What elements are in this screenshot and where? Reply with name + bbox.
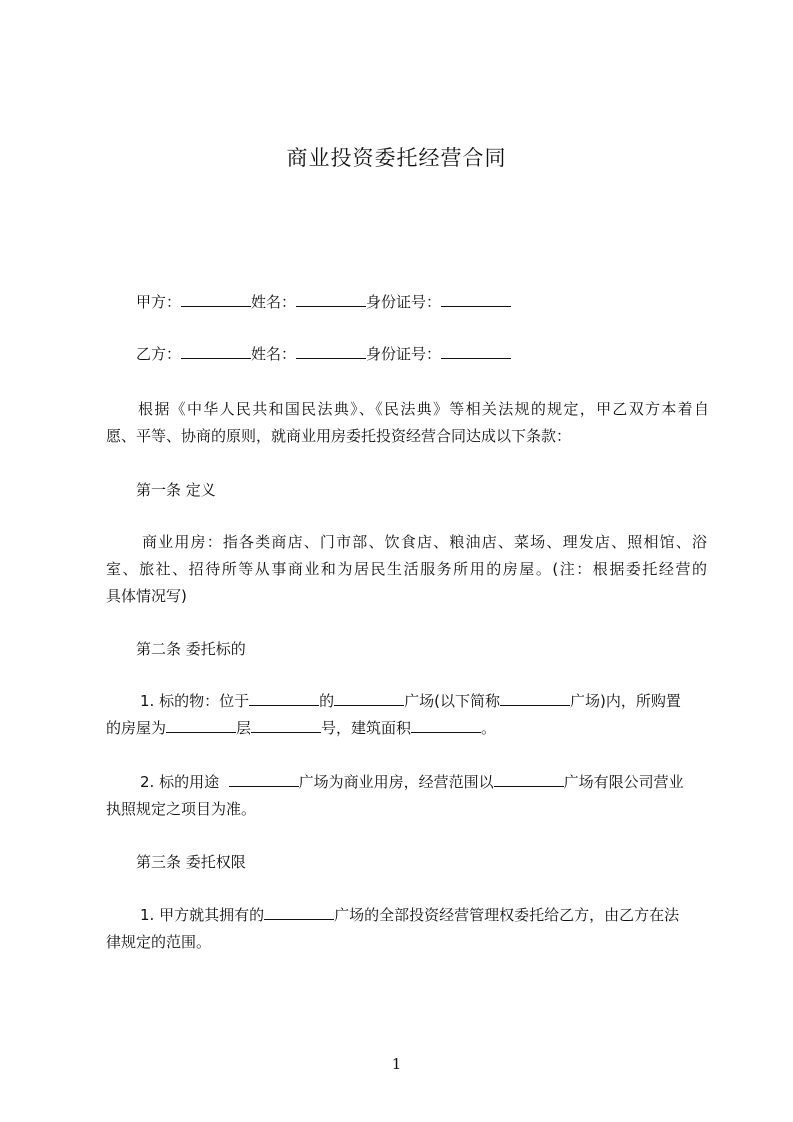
party-a-id-blank <box>441 291 511 307</box>
item-1-text-5: 的房屋为 <box>106 719 167 737</box>
item-1-text-3: 广场(以下简称 <box>404 692 500 710</box>
article-2-item-2-line-2: 执照规定之项目为准。 <box>106 800 257 818</box>
party-a-label: 甲方： <box>136 293 182 311</box>
item-2-text-1: 2. 标的用途 <box>140 773 220 791</box>
article-3-heading: 第三条 委托权限 <box>136 853 246 871</box>
item-2-text-2: 广场为商业用房，经营范围以 <box>298 773 494 791</box>
item-1-text-2: 的 <box>319 692 335 710</box>
article-2-item-2-line-1 <box>140 771 684 793</box>
preamble-line-1: 根据《中华人民共和国民法典》、《民法典》等相关法规的规定，甲乙双方本着自 <box>138 400 709 418</box>
article-3-item-1-line-1 <box>140 904 679 926</box>
article-2-item-1-line-2 <box>106 717 496 739</box>
preamble-line-2: 愿、平等、协商的原则，就商业用房委托投资经营合同达成以下条款： <box>106 427 572 445</box>
article-2-item-1-line-1 <box>140 690 681 712</box>
party-a-id-label: 身份证号： <box>366 293 442 311</box>
party-b-blank <box>181 343 251 359</box>
party-a-line <box>136 291 511 313</box>
party-b-name-label: 姓名： <box>251 345 297 363</box>
article-1-line-1: 商业用房：指各类商店、门市部、饮食店、粮油店、菜场、理发店、照相馆、浴 <box>142 533 707 551</box>
party-b-id-blank <box>441 343 511 359</box>
page-number: 1 <box>391 1055 402 1073</box>
article-1-line-2: 室、旅社、招待所等从事商业和为居民生活服务所用的房屋。(注：根据委托经营的 <box>106 560 707 578</box>
item-1-blank-1 <box>249 690 319 706</box>
party-b-label: 乙方： <box>136 345 182 363</box>
item-1-text-4: 广场)内，所购置 <box>569 692 681 710</box>
party-a-name-blank <box>296 291 366 307</box>
item-2-blank-1 <box>229 771 299 787</box>
article-2-heading: 第二条 委托标的 <box>136 640 246 658</box>
item-1-blank-6 <box>411 717 481 733</box>
item-1-text-6: 层 <box>236 719 252 737</box>
item-1-blank-4 <box>166 717 236 733</box>
item-2-text-3: 广场有限公司营业 <box>563 773 684 791</box>
party-b-id-label: 身份证号： <box>366 345 442 363</box>
party-a-blank <box>181 291 251 307</box>
party-a-name-label: 姓名： <box>251 293 297 311</box>
article-1-line-3: 具体情况写) <box>106 587 187 605</box>
art3-item-1-text-1: 1. 甲方就其拥有的 <box>140 906 265 924</box>
item-1-blank-3 <box>500 690 570 706</box>
item-1-blank-5 <box>251 717 321 733</box>
item-1-text-7: 号，建筑面积 <box>321 719 412 737</box>
item-1-blank-2 <box>334 690 404 706</box>
art3-item-1-text-2: 广场的全部投资经营管理权委托给乙方，由乙方在法 <box>334 906 680 924</box>
article-3-item-1-line-2: 律规定的范围。 <box>106 933 212 951</box>
article-1-heading: 第一条 定义 <box>136 481 216 499</box>
art3-item-1-blank-1 <box>264 904 334 920</box>
party-b-line <box>136 343 511 365</box>
item-2-blank-2 <box>494 771 564 787</box>
party-b-name-blank <box>296 343 366 359</box>
item-1-text-8: 。 <box>481 719 497 737</box>
document-title: 商业投资委托经营合同 <box>286 146 507 170</box>
item-1-text-1: 1. 标的物：位于 <box>140 692 250 710</box>
